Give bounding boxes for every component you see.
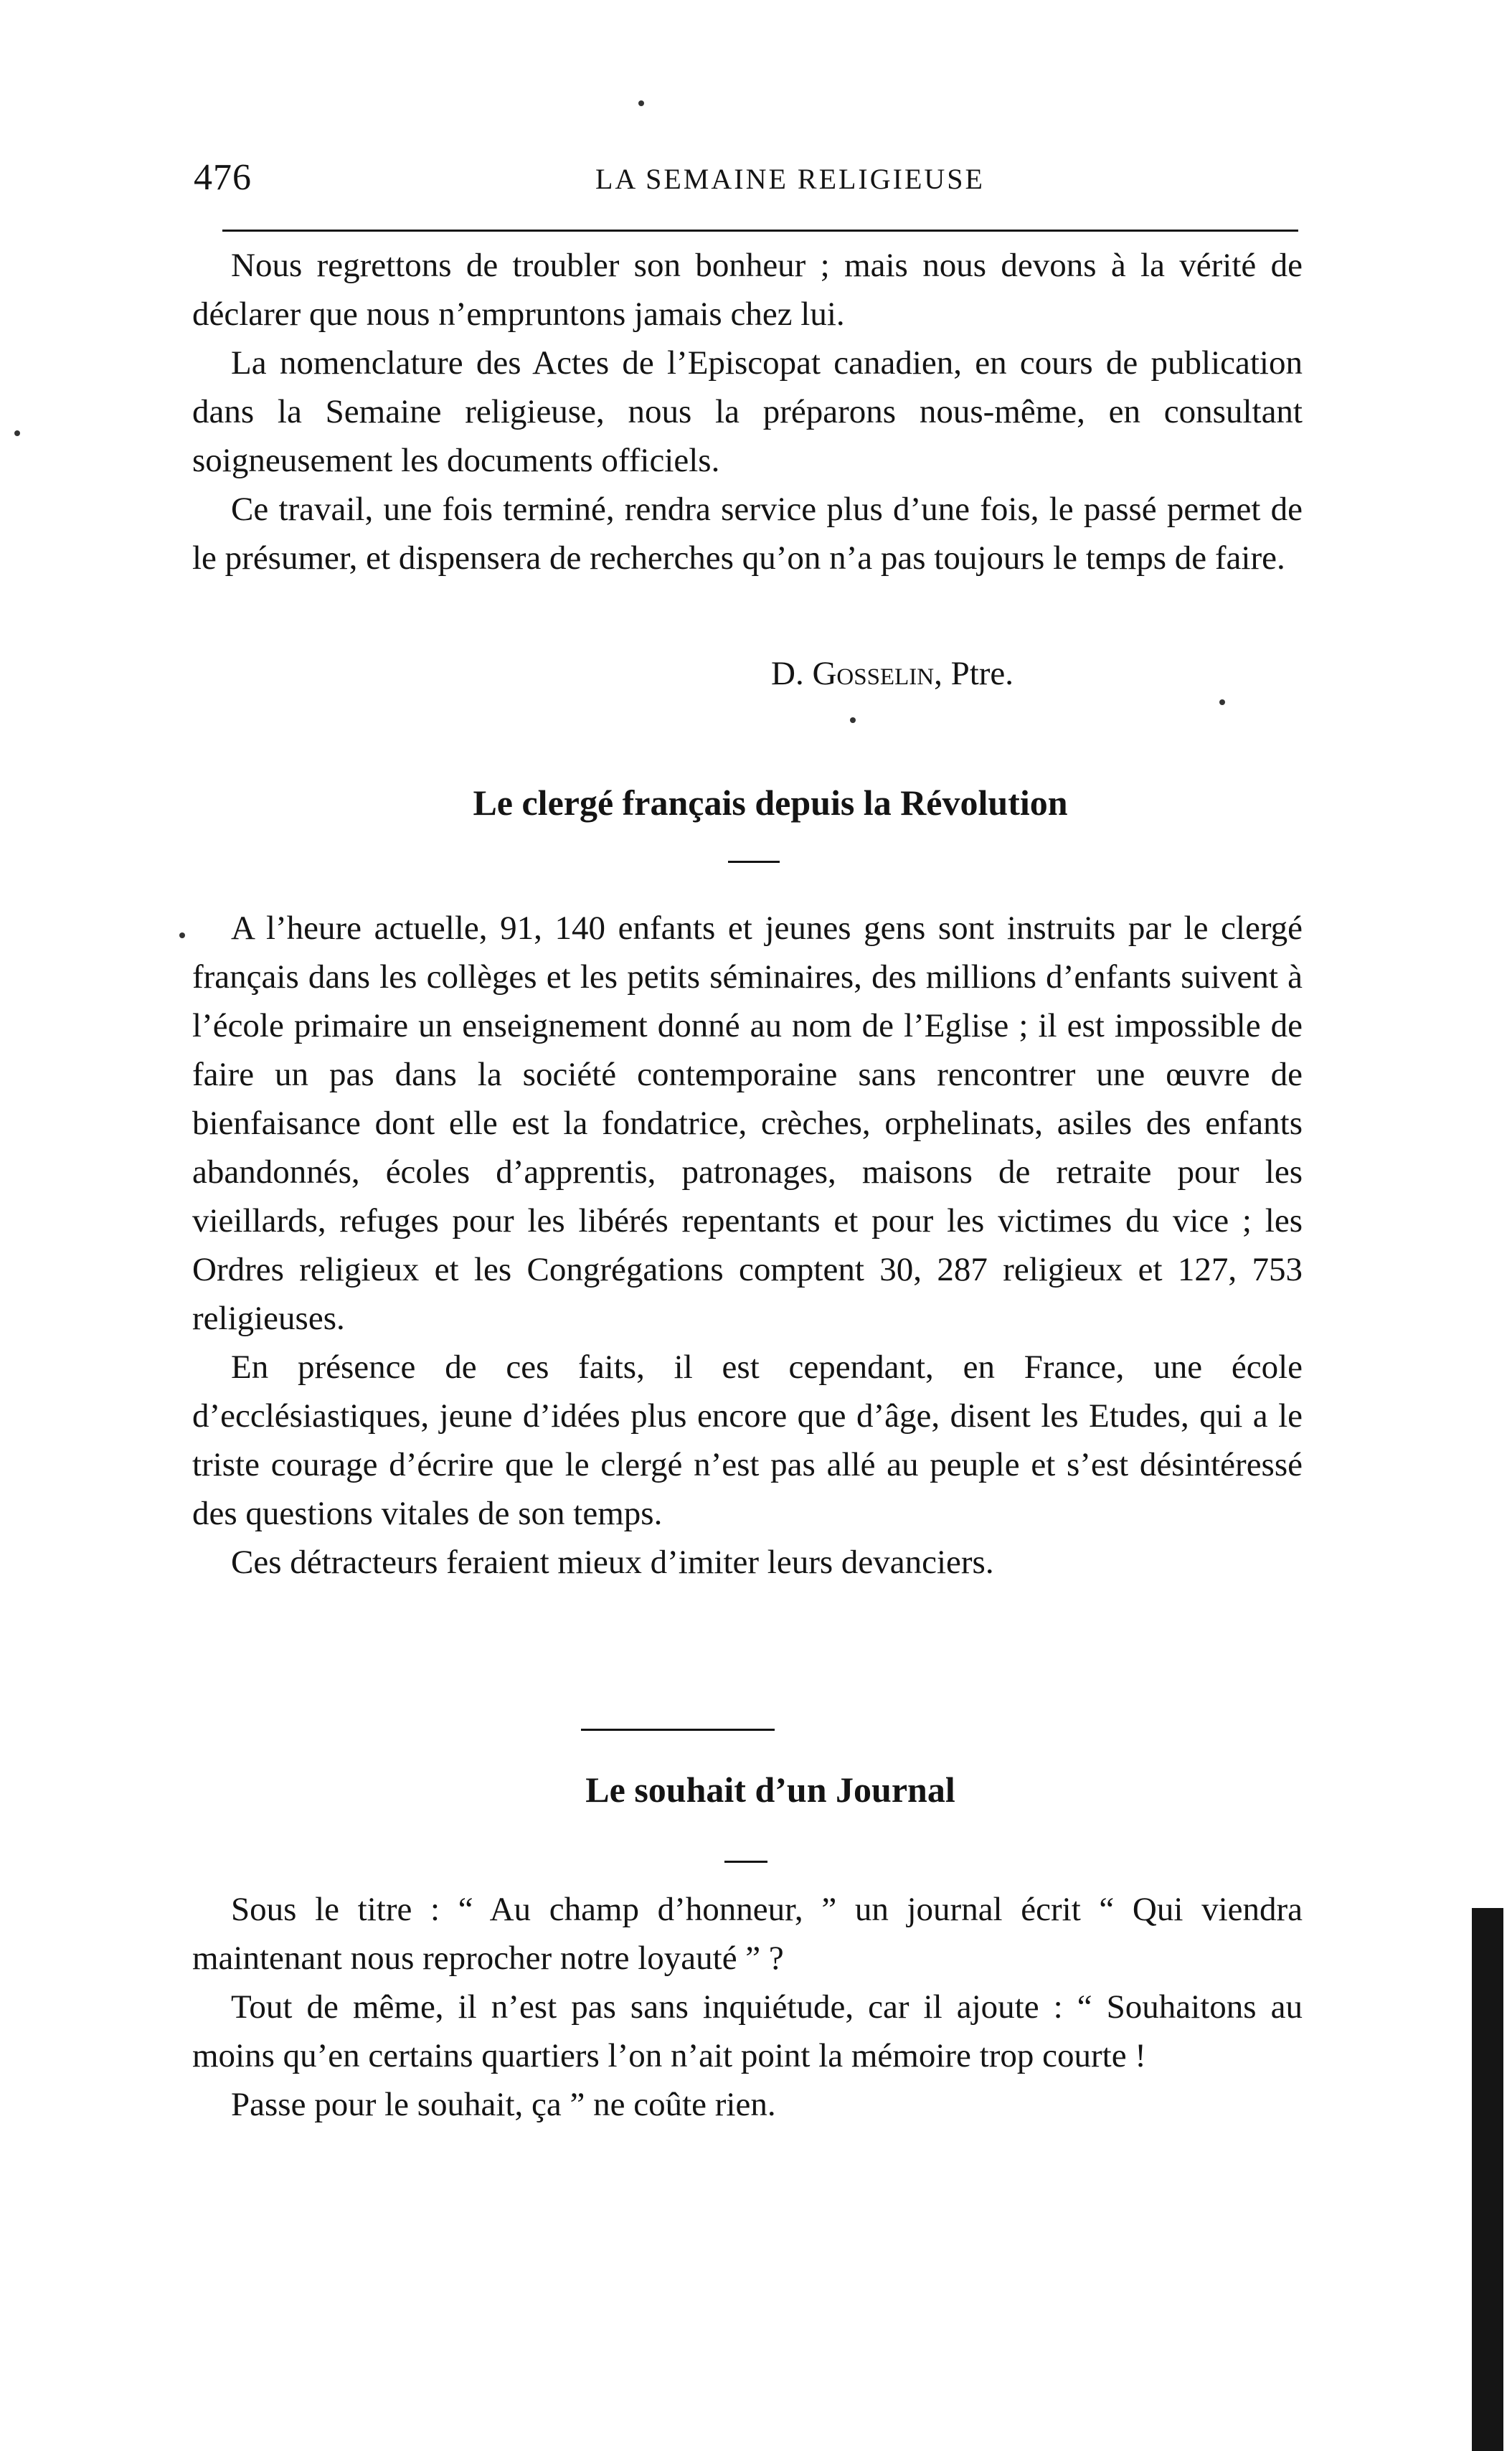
speck [14, 430, 20, 436]
header-rule [222, 230, 1298, 232]
running-title: LA SEMAINE RELIGIEUSE [595, 163, 985, 195]
signature-initial: D. [771, 655, 804, 692]
heading-rule [728, 861, 780, 863]
paragraph: En présence de ces faits, il est cependant, en France, une école d’ecclésiastiques, jeune d’idées plus encore que d’âge, disent les Etudes, qui a le triste courage d’écrire que le clergé n’est pas allé au peuple et s’est désintéressé des questions vitales de son temps. [192, 1349, 1303, 1532]
speck [638, 100, 644, 106]
paragraph: Ces détracteurs feraient mieux d’imiter leurs devanciers. [231, 1544, 994, 1581]
page-number: 476 [194, 157, 252, 198]
scan-edge-shadow [1472, 1908, 1503, 2451]
heading-rule [724, 1861, 767, 1863]
signature-title: , Ptre. [934, 655, 1014, 692]
signature-name: Gosselin [812, 655, 935, 692]
section-1-text [192, 241, 1303, 582]
signature [771, 654, 1013, 693]
page-header [194, 156, 1298, 207]
section-divider [581, 1729, 775, 1731]
paragraph: Tout de même, il n’est pas sans inquiétude, car il ajoute : “ Souhaitons au moins qu’en certains quartiers l’on n’ait point la mémoire trop courte ! [192, 1988, 1303, 2074]
paragraph: Passe pour le souhait, ça ” ne coûte rien. [231, 2086, 776, 2123]
paragraph: A l’heure actuelle, 91, 140 enfants et jeunes gens sont instruits par le clergé français dans les collèges et les petits séminaires, des millions d’enfants suivent à l’école primaire un enseignement donné au nom de l’Eglise ; il est impossible de faire un pas dans la société contemporaine sans rencontrer une œuvre de bienfaisance dont elle est la fondatrice, crèches, orphelinats, asiles des enfants abandonnés, écoles d’apprentis, patronages, maisons de retraite pour les vieillards, refuges pour les libérés repentants et pour les victimes du vice ; les Ordres religieux et les Congrégations comptent 30, 287 religieux et 127, 753 religieuses. [192, 910, 1303, 1337]
section-2-text [192, 904, 1303, 1587]
paragraph: Nous regrettons de troubler son bonheur ; mais nous devons à la vérité de déclarer que nous n’empruntons jamais chez lui. [192, 247, 1303, 333]
section-heading: Le souhait d’un Journal [585, 1770, 955, 1810]
paragraph: Ce travail, une fois terminé, rendra service plus d’une fois, le passé permet de le présumer, et dispensera de recherches qu’on n’a pas toujours le temps de faire. [192, 491, 1303, 577]
section-heading: Le clergé français depuis la Révolution [473, 783, 1068, 823]
speck [1219, 699, 1225, 705]
speck [850, 717, 856, 723]
speck [179, 932, 185, 938]
paragraph: La nomenclature des Actes de l’Episcopat canadien, en cours de publication dans la Semaine religieuse, nous la préparons nous-même, en consultant soigneusement les documents officiels. [192, 344, 1303, 479]
section-3-text [192, 1885, 1303, 2129]
paragraph: Sous le titre : “ Au champ d’honneur, ” un journal écrit “ Qui viendra maintenant nous reprocher notre loyauté ” ? [192, 1891, 1303, 1977]
